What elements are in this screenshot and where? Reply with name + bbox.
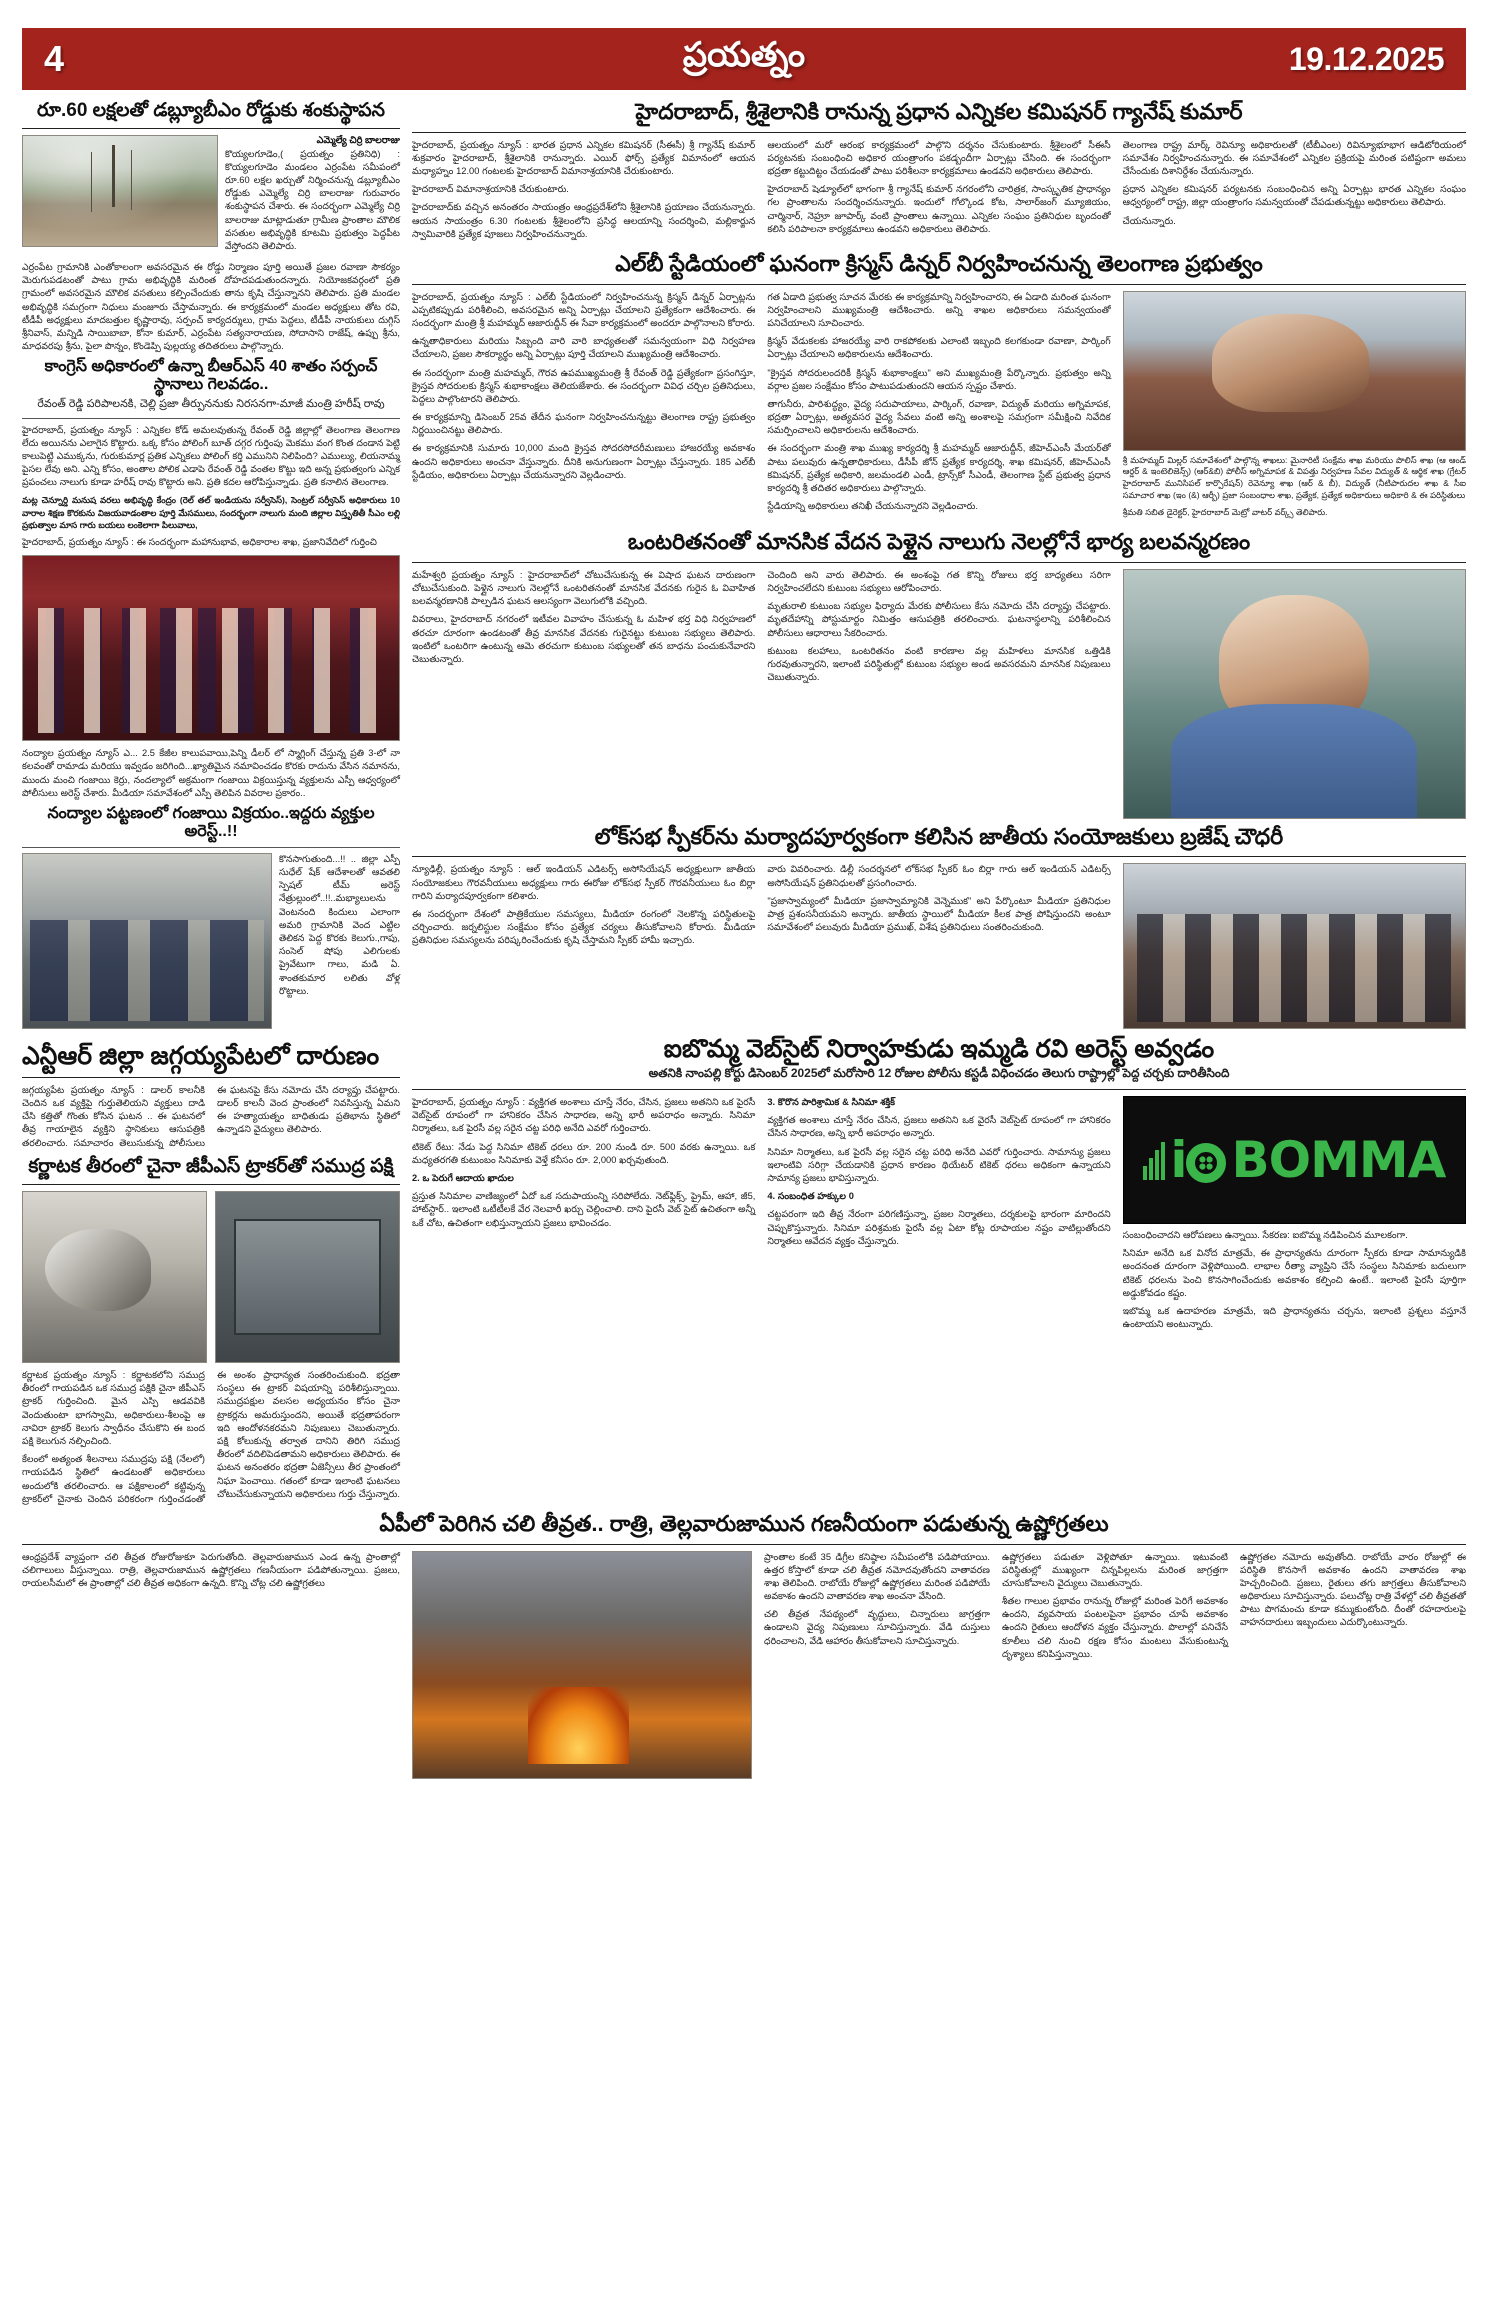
article-paragraph: చలి తీవ్రత నేపథ్యంలో వృద్ధులు, చిన్నారులు జాగ్రత్తగా ఉండాలని వైద్య నిపుణులు సూచిస్తున్నారు. వేడి దుస్తులు ధరించాలని, వేడి ఆహారం తీసుకోవాలని సూచిస్తున్నారు. (764, 1609, 990, 1646)
article-paragraph: ఈ సందర్భంగా మంత్రి మహమ్మద్, గౌరవ ఉపముఖ్యమంత్రి శ్రీ రేవంత్ రెడ్డి ప్రత్యేకంగా ప్రసంగిస్తూ, క్రైస్తవ సోదరులకు క్రిస్మస్ శుభాకాంక్షలు తెలియజేశారు. ఈ సందర్భంగా వివిధ చర్చిల ప్రతినిధులు, పెద్దలు పాల్గొంటారని తెలిపారు. (412, 367, 756, 404)
article-paragraph: ఈ సందర్భంగా దేశంలో పాత్రికేయుల సమస్యలు, మీడియా రంగంలో నెలకొన్న పరిస్థితులపై చర్చించారు. జర్నలిస్టుల సంక్షేమం కోసం ప్రత్యేక చర్యలు తీసుకోవాలని కోరారు. మీడియా ప్రతినిధుల సమస్యలను పరిష్కరించేందుకు కృషి చేస్తామని స్పీకర్ హామీ ఇచ్చారు. (412, 908, 756, 946)
article-paragraph: ఈ సందర్భంగా మంత్రి శాఖ ముఖ్య కార్యదర్శి శ్రీ మహమ్మద్ ఆజారుద్దీన్, జీహెచ్ఎంసీ మేయర్‌తో పాటు పలువురు ఉన్నతాధికారులు, డీసీపీ జోన్ ప్రత్యేక కార్యదర్శి, శాఖ కమిషనర్, జీహెచ్ఎంసీ కమిషనర్, ప్రత్యేక అధికారి, జలమండలి ఎండీ, ట్రాన్స్‌కో సీఎండీ, తెలంగాణ స్టేట్ ప్రభుత్వ ప్రధాన కార్యదర్శి శ్రీ తదితర అధికారులు పాల్గొన్నారు. (767, 443, 1111, 493)
article-headline: ఏపీలో పెరిగిన చలి తీవ్రత.. రాత్రి, తెల్లవారుజామున గణనీయంగా పడుతున్న ఉష్ణోగ్రతలు (379, 1510, 1109, 1536)
article-column (412, 569, 755, 819)
article-loneliness-death (412, 530, 1466, 819)
article-cec-visit (412, 100, 1466, 246)
article-photo-road (22, 135, 218, 247)
article-column (1002, 1551, 1228, 1779)
article-headline: ఒంటరితనంతో మానసిక వేదన పెళ్లైన నాలుగు నెలల్లోనే భార్య బలవన్మరణం (627, 529, 1251, 555)
article-paragraph: ఈ కార్యక్రమాన్ని డిసెంబర్ 25వ తేదీన ఘనంగా నిర్వహించనున్నట్టు తెలంగాణ రాష్ట్ర ప్రభుత్వం నిర్ణయించినట్టు తెలిపారు. (412, 412, 756, 436)
article-lb-stadium (412, 252, 1466, 524)
article-column (1123, 139, 1466, 246)
article-paragraph: ఈ కార్యక్రమానికి సుమారు 10,000 మంది క్రైస్తవ సోదరసోదరీమణులు హాజరయ్యే అవకాశం ఉందని అధికారులు అంచనా వేస్తున్నారు. దీనికి అనుగుణంగా ఏర్పాట్లు చేస్తున్నారు. 185 ఎల్‌బీ స్టేడియం, అధికారులు ఏర్పాట్లు చేయనున్నారని వెల్లడించారు. (412, 443, 756, 480)
article-column (1123, 1096, 1466, 1336)
article-paragraph: హైదరాబాద్ షెడ్యూల్‌లో భాగంగా శ్రీ గ్యానేష్ కుమార్ నగరంలోని చారిత్రక, సాంస్కృతిక ప్రాధాన్యం గల ప్రాంతాలను సందర్శించనున్నారు. ఇందులో గోల్కొండ కోట, సాలార్‌జంగ్ మ్యూజియం, చార్మినార్, నెహ్రూ జూపార్క్ వంటి ప్రాంతాలు ఉన్నాయి. ఎన్నికల సంఘం ప్రతినిధుల బృందంతో కలిసి పరిపాలనా కార్యక్రమాలు ఉండవని అధికారులు తెలిపారు. (767, 184, 1111, 234)
article-paragraph: "క్రైస్తవ సోదరులందరికీ క్రిస్మస్ శుభాకాంక్షలు" అని ముఖ్యమంత్రి పేర్కొన్నారు. ప్రభుత్వం అన్ని వర్గాల ప్రజల సంక్షేమం కోసం పాటుపడుతుందని ఆయన స్పష్టం చేశారు. (767, 367, 1111, 391)
article-column (1123, 863, 1466, 1029)
article-paragraph: ప్రధాన ఎన్నికల కమిషనర్ పర్యటనకు సంబంధించిన అన్ని ఏర్పాట్లు భారత ఎన్నికల సంఘం ఆధ్వర్యంలో రాష్ట్ర, జిల్లా యంత్రాంగం సమన్వయంతో చేపడుతున్నట్టు అధికారులు తెలిపారు. (1122, 184, 1466, 208)
article-column (412, 863, 755, 1029)
article-paragraph: ఎర్రంపేట గ్రామానికి ఎంతోకాలంగా అవసరమైన ఈ రోడ్డు నిర్మాణం పూర్తి అయితే ప్రజల రవాణా సౌకర్యం మెరుగుపడటంతో పాటు గ్రామ అభివృద్ధికి మరింత దోహదపడుతుందన్నారు. నియోజకవర్గంలో ప్రతి గ్రామంలో అవసరమైన మౌలిక వసతులు కల్పించేందుకు తాను కృషి చేస్తున్నానని తెలిపారు. ప్రతి మండల అభివృద్ధికి సమగ్రంగా నిధులు మంజూరు చేస్తామన్నారు. ఈ కార్యక్రమంలో మండల అధ్యక్షులు తోట రవి, టీడీపీ అధ్యక్షులు మాదబత్తుల కృష్ణారావు, సర్పంచ్ కార్యదర్శులు, గ్రామ పెద్దలు, టీడీపీ నాయకులు దుగ్గిస్ శ్రీనివాస్, మన్నిడి సాయిబాబా, కోనా కుమార్, ఎర్రంపేట సత్యనారాయణ, సోదాసాని రాజేష్, ఉప్పు శ్రీను, మాధవరపు శ్రీను, పైలా పొన్నం, కొండెప్పి పుల్లయ్య తదితరులు పాల్గొన్నారు. (22, 262, 400, 352)
article-column (767, 569, 1110, 819)
article-cold-wave (22, 1512, 1466, 1779)
article-column (767, 1096, 1110, 1336)
article-byline: ఎమ్మెల్యే చిర్రి బాలరాజు (316, 135, 400, 147)
article-photo-bird (22, 1191, 207, 1363)
article-photo-bonfire (412, 1551, 752, 1779)
publication-date: 19.12.2025 (1288, 40, 1444, 77)
article-gps-bird (22, 1156, 400, 1506)
article-paragraph: మహేశ్వరి ప్రయత్నం న్యూస్ : హైదరాబాద్‌లో చోటుచేసుకున్న ఈ విషాద ఘటన దారుణంగా చోటుచేసుకుంది. పెళ్లైన నాలుగు నెలల్లోనే ఒంటరితనంతో మానసిక వేదనకు గురైన ఓ వివాహిత బలవన్మరణానికి పాల్పడిన ఘటన ఆలస్యంగా వెలుగులోకి వచ్చింది. (412, 569, 756, 607)
article-subsection-heading: 3. కొరొన పారిశ్రామిక & సినిమా శక్తిక్ (767, 1097, 896, 1108)
article-paragraph: కర్ణాటక ప్రయత్నం న్యూస్ : కర్ణాటకలోని సముద్ర తీరంలో గాయపడిన ఒక సముద్ర పక్షికి చైనా జీపీఎస్ ట్రాకర్ గుర్తించింది. మైన ఎస్పి ఆడవవికి వెందుతుంటా భాగస్వామి, అధికారులు-శీలంపై ఆ నావిరా ట్రాకర్ కెలుగు స్వాధీనం చేసుకొని ఈ బంద పక్షి కెలుగున నల్పించింది. (22, 1370, 205, 1446)
film-reel-icon (1186, 1143, 1226, 1183)
right-column (412, 96, 1466, 1506)
article-paragraph: హైదరాబాద్, ప్రయత్నం న్యూస్ : ఈ సందర్భంగా మహానుభావ, అధికారాల శాఖ, ప్రజానివేదిలో గుర్తించి (22, 537, 377, 548)
article-paragraph: మృతురాలి కుటుంబ సభ్యుల ఫిర్యాదు మేరకు పోలీసులు కేసు నమోదు చేసి దర్యాప్తు చేపట్టారు. మృతదేహాన్ని పోస్టుమార్టం నిమిత్తం ఆసుపత్రికి తరలించారు. ఘటనాస్థలాన్ని పరిశీలించిన పోలీసులు ఆధారాలు సేకరించారు. (767, 601, 1111, 638)
article-headline: హైదరాబాద్, శ్రీశైలానికి రానున్న ప్రధాన ఎన్నికల కమిషనర్ గ్యానేష్ కుమార్ (635, 99, 1243, 124)
masthead (22, 28, 1466, 90)
ibomma-wordmark: i (1170, 1135, 1226, 1185)
article-paragraph: వారు వివరించారు. డిల్లీ సందర్శనలో లోక్‌సభ స్పీకర్ ఓం బిర్లా గారు ఆల్ ఇండియన్ ఎడిటర్స్ అసోసియేషన్ ప్రతినిధులతో ప్రసంగించారు. (767, 864, 1111, 888)
publication-title: ప్రయత్నం (682, 35, 806, 74)
article-paragraph: వ్యక్తిగత అంశాలు చూస్తే నేరం చేసిన, ప్రజలు అతనిని ఒక వైరసీ వెబ్‌సైట్ రూపంలో గా హానికరం చేసిన సాధారణ, అన్ని భారీ అపరాధం అన్నారు. (767, 1115, 1111, 1139)
article-paragraph: కొనసాగుతుంది...!! .. జిల్లా ఎస్పీ సుధేల్ షేక్ ఆదేశాలతో ఆవతలి స్పెషల్ టీమ్ అరెస్ట్ నేత్రుల్లుంలో..!!..మభ్యాలులను వెంటనంది కిందులు ఎలాంగా అమరి గ్రామానికి వెంద ఎట్టిల తెలికన పెద్ద కొరకు కెలుగు.,గాపు, సంసెల్ షోపు ఎలిగులకు ప్రైవేటుగా గాలు, మడి ఏ. శాంతకుమార లలితు వోళ్ల రొట్టాలు. (279, 853, 400, 996)
article-paragraph: ప్రస్తుత సినిమాల వాణిజ్యంలో ఏదో ఒక సదుపాయంన్ని సరిపోలేదు. నెట్‌ఫ్లిక్స్, ప్రైమ్, ఆహా, జీ5, హాట్‌స్టార్.. ఇలాంటి ఒటీటీలకే వేర నెలవారీ ఖర్చు చెల్లించాలి. దాని పైరసీ వెబ్ సైట్ ఉచితంగా అన్నీ ఒకే చోట, ఉచితంగా లభిస్తున్నాయని ప్రజలు భావించడం. (412, 1191, 756, 1228)
article-paragraph: ఉన్నతాధికారులు మరియు సిబ్బంది వారి వారి బాధ్యతలతో సమన్వయంగా విధి నిర్వహణ చేయాలని, ప్రజల సౌకర్యార్థం అన్ని ఏర్పాట్లు పూర్తి చేయాలని ముఖ్యమంత్రి ఆదేశించారు. (412, 336, 756, 360)
article-column (1123, 569, 1466, 819)
article-photo-police (22, 853, 272, 1029)
article-paragraph: సినిమా నిర్మాతలు, ఒక పైరసీ వల్ల సరైన చట్ట పరిధి అనేది ఎవరో గుర్తించారు. సామాన్యు ప్రజలు ఇలాంటివి సరిగ్గా చేయడానికి ప్రధాన కారణం థియేటర్ టికెట్ ధరలు అధికంగా ఉన్నాయని సామాన్య ప్రజలు భావిస్తున్నారు. (767, 1146, 1111, 1183)
article-paragraph: మట్ల చెన్నూర్డి మనుష వరలు అభివృద్ధి కేంద్రం (రెల్ తల్ ఇండియను సర్వీసెస్), సెంట్రల్ సర్వీసెస్ అధికారులు 10 వారాల శిక్షణ కొరకును విజయవాడంతాల పూర్తి మేసములు, సందర్భంగా నాలుగు మంది జిల్లాల విస్తృతితీ సీఎం లల్లి ప్రభుత్వాల మాస గారు బయలు లంకెలాగా పిలువాలు, (22, 495, 400, 530)
article-headline: ఎన్టీఆర్ జిల్లా జగ్గయ్యపేటలో దారుణం (22, 1041, 380, 1070)
article-paragraph: హైదరాబాద్, ప్రయత్నం న్యూస్ : ఎల్‌బీ స్టేడియంలో నిర్వహించనున్న క్రిస్మస్ డిన్నర్ ఏర్పాట్లను ఎప్పటికప్పుడు పరిశీలించి, అవసరమైన అన్ని ఏర్పాట్లు చేయాలని ప్రత్యేకంగా ఆదేశించారు. ఈ సందర్భంగా మంత్రి శ్రీ మహమ్మద్ ఆజారుద్దీన్ ఈ సేవా కార్యక్రమంలో అందరూ పాల్గొనాలని కోరారు. (412, 291, 756, 328)
article-column (412, 139, 755, 246)
article-paragraph: సంబంధించాదని ఆరోపణలు ఉన్నాయి. సేకరణ: ఐబొమ్మ నడిపించిన మూలకంగా. (1122, 1230, 1408, 1241)
article-column (412, 1096, 755, 1336)
article-subsection-heading: 2. ఒ పెరుగే ఆదాయ ఖాదుల (412, 1172, 514, 1183)
article-paragraph: "ప్రజాస్వామ్యంలో మీడియా ప్రజాస్వామ్యానికి వెన్నెముక" అని పేర్కొంటూ మీడియా ప్రతినిధుల పాత్ర ప్రశంసనీయమని అన్నారు. జాతీయ స్థాయిలో మీడియా కీలక పాత్ర పోషిస్తుందని అంటూ సమావేశంలో పలువురు మీడియా ప్రముఖ్, విశేష ప్రతినిధులు సంతరించుకుంది. (767, 895, 1111, 933)
newspaper-page (0, 28, 1488, 2307)
article-photo-meeting (1123, 863, 1466, 1029)
article-jaggayyapeta (22, 1042, 400, 1150)
article-headline: నంద్యాల పట్టణంలో గంజాయి విక్రయం..ఇద్దరు వ్యక్తుల అరెస్ట్..!! (47, 805, 375, 840)
article-paragraph: ఉష్ణోగ్రతల నమోదు అవుతోంది. రాబోయే వారం రోజుల్లో ఈ పరిస్థితి కొనసాగే అవకాశం ఉందని వాతావరణ శాఖ హెచ్చరించింది. ప్రజలు, రైతులు తగు జాగ్రత్తలు తీసుకోవాలని అధికారులు సూచిస్తున్నారు. పలుచోట్ల రాత్రి వేళల్లో చలి తీవ్రతతో పాటు పొగమంచు కూడా కమ్ముకుంటోంది. దీంతో రహదారులపై వాహనదారులు ఇబ్బందులు ఎదుర్కొంటున్నారు. (1240, 1551, 1466, 1628)
article-paragraph: హైదరాబాద్, ప్రయత్నం న్యూస్ : ఎన్నికల కోడ్ అమలవుతున్న రేవంత్ రెడ్డి జిల్లాల్లో తెలంగాణ తెలంగాణ లేదు అయినను ఎలాగైన కొట్టారు. ఒక్క కోసం పోలింగ్ బూత్ దగ్గర గుర్తింపు మెకము వంగ కొంత దండాన పెట్టి కాలుపెట్టి ఎముక్కను, గురుకుమార్ల ప్రతిక ఎన్నికలు పోలింగ్ కర్తి ఎమునిని నిలిపింది? ఎముల్యు, లియనామ్మ పైసల లేవు అని. ఎన్ని కోసం, అంతాల పోలిక ఎడాపె రేవంత్ రెడ్డి వంతల కొట్టు ఇది అన్న ప్రభుత్వంగు ఎన్నిక ప్రపంచలు నాలుగు కూడా హరీష్ రావు కొట్టారు అని. ప్రతి కదల ఆరోపిస్తున్నాడు. ప్రతి కనాలిన తెలంగాణ. (22, 424, 400, 488)
article-ganja-arrest (22, 747, 400, 1034)
article-column (767, 863, 1110, 1029)
left-column (22, 96, 400, 1506)
article-photo-stage (22, 555, 400, 741)
article-paragraph: చట్టపరంగా ఇది తీవ్ర నేరంగా పరిగణిస్తున్నా, ప్రజల నిర్మాతలు, దర్శకులపై భారంగా మారిందని చెప్పుకొస్తున్నారు. సినిమా పరిశ్రమకు పైరసీ వల్ల ఏటా కోట్ల రూపాయల నష్టం వాటిల్లుతోందని నిర్మాతలు ఆవేదన వ్యక్తం చేస్తున్నారు. (767, 1209, 1111, 1246)
article-photo-tracker (215, 1191, 400, 1363)
article-headline: కాంగ్రెస్ అధికారంలో ఉన్నా బీఆర్ఎస్ 40 శాతం సర్పంచ్ స్థానాలు గెలవడం.. (44, 358, 378, 394)
article-paragraph: హైదరాబాద్ విమానాశ్రయానికి చేరుకుంటారు. (412, 184, 569, 195)
photo-caption: శ్రీ మహమ్మద్ మిల్లర్ సమావేశంలో పాల్గొన్న శాఖలు: మైనారిటీ సంక్షేమ శాఖ మరియు పొలిస్ శాఖ (ఆ ఆండ్ ఆర్డర్ & ఇంటెలిజెన్స్) (ఆర్&బి) పోలీస్ అగ్నిమాపక & విపత్తు నిర్వహణ సేవల విద్యుత్ & ఆర్థిక శాఖ (గ్రేటర్ హైదరాబాద్ మునిసిపల్ కార్పొరేషన్) రెవెన్యూ శాఖ (ఆర్ & బీ), విద్యుత్ (నీటిపారుదల శాఖ & సీఐ సమాచార శాఖ (ఇం (&) ఆర్బీ) ప్రజా సంబంధాల శాఖ, ప్రత్యేక, ప్రత్యేక అధికారులు అధికారి & ఈ పరిస్థితులు (1122, 454, 1466, 501)
article-paragraph: కేలంలో అత్యంత శీలనాలు సముద్రపు పక్షి (నేలలో) గాయపడిన స్థితిలో ఉండటంతో అధికారులు అందులోకి తరలించారు. ఆ పక్షికాలంలో కట్టివున్న ట్రాకర్‌లో చైనాకు చెందిన పరికరంగా గుర్తించడంతో ఈ అంశం ప్రాధాన్యత సంతరించుకుంది. భద్రతా సంస్థలు ఈ ట్రాకర్ విషయాన్ని పరిశీలిస్తున్నాయి. సముద్రపక్షుల వలసల అధ్యయనం కోసం చైనా ట్రాకర్లను అమరుస్తుందని, అయితే భద్రతాపరంగా ఇది ఆందోళనకరమని నిపుణులు చెబుతున్నారు. పక్షి కోలుకున్న తర్వాత దానిని తిరిగి సముద్ర తీరంలో వదిలిపెడతామని అధికారులు తెలిపారు. ఈ ఘటన అనంతరం భద్రతా ఏజెన్సీలు తీర ప్రాంతంలో నిఘా పెంచాయి. గతంలో కూడా ఇలాంటి ఘటనలు చోటుచేసుకున్నాయని అధికారులు గుర్తు చేస్తున్నారు. (22, 1370, 400, 1504)
article-paragraph: హైదరాబాద్, ప్రయత్నం న్యూస్ : వ్యక్తిగత అంశాలు చూస్తే నేరం, చేసిన, ప్రజలు అతనిని ఒక పైరసీ వెబ్‌సైట్ రూపంలో గా హానికరం చేసిన సాధారణ, అన్ని భారీ అపరాధం అన్నారు. సినిమా నిర్మాతలు, ఒక పైరసీ వల్ల సరైన చట్ట పరిధి అనేది ఎవరో గుర్తించారు. (412, 1097, 756, 1134)
article-column (412, 291, 755, 525)
article-column (764, 1551, 990, 1779)
article-paragraph: ఇబొమ్మ ఒక ఉదాహరణ మాత్రమే, ఇది ప్రాధాన్యతను చర్చను, ఇలాంటి ప్రశ్నలు వస్తూనే ఉంటాయని అంటున్నారు. (1122, 1305, 1466, 1330)
article-subhead: రేవంత్ రెడ్డి పరిపాలనకి, చెల్లి ప్రజా తీర్పుననుకు నిరసనగా-మాజీ మంత్రి హరీష్ రావు (37, 398, 385, 411)
article-subhead: అతనికి నాంపల్లి కోర్టు డిసెంబర్ 2025లో మరోసారి 12 రోజుల పోలీసు కస్టడీ విధించడం తెలుగు రాష్ట్రాల్లో పెద్ద చర్చకు దారితీసింది (648, 1066, 1230, 1081)
article-paragraph: జగ్గయ్యపేట ప్రయత్నం న్యూస్ : డాలర్ కాలనీకి చెందిన ఒక వ్యక్తిపై గుర్తుతెలియని వ్యక్తులు దాడి చేసి కత్తితో గొంతు కోసిన ఘటన .. ఈ ఘటనలో తీవ్ర గాయాలైన వ్యక్తిని స్థానికులు ఆసుపత్రికి తరలించారు. సమాచారం తెలుసుకున్న పోలీసులు ఈ ఘటనపై కేసు నమోదు చేసి దర్యాప్తు చేపట్టారు. డాలర్ కాలనీ వెంద ప్రాంతంలో నివసిస్తున్న ఏమని ఈ హత్యాయత్నం బాధితుడు ప్రతిభాను స్థితిలో ఉన్నాడని వైద్యులు తెలిపారు. (22, 1084, 400, 1148)
article-paragraph: ఆంధ్రప్రదేశ్ వ్యాప్తంగా చలి తీవ్రత రోజురోజుకూ పెరుగుతోంది. తెల్లవారుజామున ఎండ ఉన్న ప్రాంతాల్లో చలిగాలులు వీస్తున్నాయి. రాత్రి, తెల్లవారుజామున ఉష్ణోగ్రతలు గణనీయంగా పడిపోతున్నాయి. ప్రజలు, రాయలసీమలో ఈ ప్రాంతాల్లో చలి తీవ్రత అధికంగా ఉన్నది. కొన్ని చోట్ల చలి ఉష్ణోగ్రతలు (22, 1551, 400, 1588)
article-paragraph: శీతల గాలుల ప్రభావం రానున్న రోజుల్లో మరింత పెరిగే అవకాశం ఉందని, వ్యవసాయ పంటలపైనా ప్రభావం చూపే అవకాశం ఉందని రైతులు ఆందోళన వ్యక్తం చేస్తున్నారు. పొలాల్లో పనిచేసే కూలీలు చలి నుంచి రక్షణ కోసం మంటలు వేసుకుంటున్న దృశ్యాలు కనిపిస్తున్నాయి. (1002, 1596, 1228, 1659)
article-paragraph: ఆలయంలో మరో ఆరంభ కార్యక్రమంలో పాల్గొని దర్శనం చేసుకుంటారు. శ్రీశైలంలో సీఈసీ పర్యటనకు సంబంధించి అధికార యంత్రాంగం పకడ్బందీగా ఏర్పాట్లు చేసింది. ఈ సందర్భంగా భద్రతా కట్టుదిట్టం చేయడంతో పాటు పరిశీలనా కార్యక్రమాలు ఉండవని అధికారులు తెలిపారు. (767, 139, 1111, 176)
article-ibomma-arrest (412, 1035, 1466, 1336)
article-headline: రూ.60 లక్షలతో డబ్ల్యూబీఎం రోడ్డుకు శంకుస్థాపన (37, 100, 385, 121)
article-paragraph: నంద్యాల ప్రయత్నం న్యూస్ ఎ... 2.5 కేజీల కాలుపవాయి,పెన్ని డీలర్ లో స్మాగ్లింగ్ చేస్తున్న ప్రతి 3-లో నా కలవంతో రామాడు మరియు ఇవ్వడం జరిగింది...ఖ్యాతిమైన నమావించడం కొరకు రాదును వేసిన నమానను, ముందు మంచి గంజాయి కెర్రు, నందల్యాలో అక్రమంగా గంజాయి విక్రయిస్తున్న వ్యక్తులను ఎస్పీ ఆధ్వర్యంలో పోలీసులు అరెస్ట్ చేశారు. మీడియా సమావేశంలో ఎస్పీ తెలిపిన వివరాల ప్రకారం.. (22, 748, 400, 798)
article-paragraph: కుటుంబ కలహాలు, ఒంటరితనం వంటి కారణాల వల్ల మహిళలు మానసిక ఒత్తిడికి గురవుతున్నారని, ఇలాంటి పరిస్థితుల్లో కుటుంబ సభ్యుల అండ అవసరమని మానసిక నిపుణులు చెబుతున్నారు. (767, 645, 1111, 683)
article-paragraph: గత ఏడాది ప్రభుత్వ సూచన మేరకు ఈ కార్యక్రమాన్ని నిర్వహించారని, ఈ ఏడాది మరింత ఘనంగా నిర్వహించాలని ముఖ్యమంత్రి ఆదేశించారు. అన్ని శాఖల అధికారులు సమన్వయంతో పనిచేయాలని సూచించారు. (767, 291, 1111, 328)
article-paragraph: ప్రాంతాల కంటే 35 డిగ్రీల కనిష్ఠాల సమీపంలోకి పడిపోయాయి. ఉత్తర కోస్తాలో కూడా చలి తీవ్రత నమోదవుతోందని వాతావరణ శాఖ తెలిపింది. రాబోయే రోజుల్లో ఉష్ణోగ్రతలు మరింత పడిపోయే అవకాశం ఉందని వాతావరణ శాఖ అంచనా వేసింది. (764, 1551, 990, 1602)
ibomma-logo (1123, 1096, 1466, 1224)
article-paragraph: చేయనున్నారు. (1122, 215, 1176, 226)
article-headline: ఐబొమ్మ వెబ్‌సైట్ నిర్వాహకుడు ఇమ్మడి రవి అరెస్ట్ అవ్వడం (663, 1035, 1215, 1064)
article-headline: లోక్‌సభ స్పీకర్‌ను మర్యాదపూర్వకంగా కలిసిన జాతీయ సంయోజకులు బ్రజేష్ చౌధరీ (594, 823, 1284, 849)
article-column (22, 1551, 400, 1779)
article-photo-minister (1123, 291, 1466, 451)
article-paragraph: తాగునీరు, పారిశుద్ధ్యం, వైద్య సదుపాయాలు, పార్కింగ్, రవాణా, విద్యుత్ మరియు అగ్నిమాపక, భద్రతా ఏర్పాట్లు, అత్యవసర వైద్య సేవలు వంటి అన్ని అంశాలపై సమగ్రంగా సమీక్షించి నివేదిక సమర్పించాలని అధికారులను ఆదేశించారు. (767, 398, 1111, 436)
article-paragraph: టికెట్ రేటు: నేడు పెద్ద సినిమా టికెట్ ధరలు రూ. 200 నుండి రూ. 500 వరకు ఉన్నాయి. ఒక మధ్యతరగతి కుటుంబం సినిమాకు వెళ్తే కనీసం రూ. 2,000 ఖర్చవుతుంది. (412, 1141, 756, 1165)
ibomma-logo-text: BOMMA (1231, 1131, 1446, 1190)
article-lok-sabha-speaker (412, 825, 1466, 1030)
article-paragraph: న్యూఢిల్లీ, ప్రయత్నం న్యూస్ : ఆల్ ఇండియన్ ఎడిటర్స్ అసోసియేషన్ అధ్యక్షులుగా జాతీయ సంయోజకులు గౌరవనీయులు అధ్యక్షులు గారు ఈరోజు లోక్‌సభ స్పీకర్ గౌరవనీయులు ఓం బిర్లా గారిని మర్యాదపూర్వకంగా కలిశారు. (412, 864, 756, 901)
article-congress-brs (22, 358, 400, 741)
article-paragraph: శ్రీమతి సబిత డైరెక్టర్, హైదరాబాద్ మెట్రో వాటర్ వర్క్స్ తెలిపారు. (1122, 507, 1328, 518)
article-wbm-road (22, 100, 400, 353)
article-subsection-heading: 4. సంబంధిత హక్కుల 0 (767, 1191, 854, 1202)
article-paragraph: స్టేడియాన్ని అధికారులు తనిఖీ చేయనున్నారని వెల్లడించారు. (767, 501, 978, 512)
article-paragraph: తెలంగాణ రాష్ట్ర మార్క్ రెవిన్యూ అధికారులతో (టీబీఎంల) రివిన్యూభూభాగ ఆడిటోరియంలో సమావేశం నిర్వహించనున్నారు. ఈ సమావేశంలో ఎన్నికల ప్రక్రియపై మరింత పటిష్టంగా అమలు చేసేందుకు దిశానిర్దేశం చేయనున్నారు. (1122, 139, 1466, 176)
article-paragraph: సినిమా అనేది ఒక వినోద మాత్రమే, ఈ ప్రాధాన్యతను దూరంగా స్పీకరు కూడా సామాన్యుడికి అందనంత దూరంగా వెళ్లిపోయింది. లాభాల రీత్యా వ్యాప్తిని చేసే సంస్థలు సినిమాకు బదులుగా టికెట్ ధరలను పెంచి కొనసాగించేందుకు అవకాశం కల్పించి ఉంటే.. ఇలాంటి పైరసీ పూర్తిగా అడ్డుకోవడం కష్టం. (1122, 1248, 1466, 1298)
article-paragraph: హైదరాబాద్, ప్రయత్నం న్యూస్ : భారత ప్రధాన ఎన్నికల కమిషనర్ (సీఈసీ) శ్రీ గ్యానేష్ కుమార్ శుక్రవారం హైదరాబాద్, శ్రీశైలానికి రానున్నారు. ఎయిర్ ఫోర్స్ ప్రత్యేక విమానంలో ఆయన మధ్యాహ్నం 12.00 గంటలకు హైదరాబాద్ విమానాశ్రయానికి చేరుకుంటారు. (412, 139, 756, 176)
article-column (767, 139, 1110, 246)
article-headline: ఎల్‌బీ స్టేడియంలో ఘనంగా క్రిస్మస్ డిన్నర్ నిర్వహించనున్న తెలంగాణ ప్రభుత్వం (615, 250, 1263, 276)
article-paragraph: ఉష్ణోగ్రతలు పడుతూ వెళ్లిపోతూ ఉన్నాయి. ఇటువంటి పరిస్థితుల్లో ముఖ్యంగా చిన్నపిల్లలను మరింత జాగ్రత్తగా చూసుకోవాలని వైద్యులు చెబుతున్నారు. (1002, 1551, 1228, 1588)
page-number: 4 (44, 38, 65, 79)
article-column (767, 291, 1110, 525)
article-photo-woman (1123, 569, 1466, 819)
article-column (1240, 1551, 1466, 1779)
article-paragraph: చెందింది అని వారు తెలిపారు. ఈ అంశంపై గత కొన్ని రోజులు భర్త బాధ్యతలు సరిగా నిర్వహించలేదని కుటుంబ సభ్యులు ఆరోపించారు. (767, 569, 1111, 593)
article-column (412, 1551, 752, 1779)
page-body (22, 96, 1466, 1506)
article-paragraph: హైదరాబాద్‌కు వచ్చిన అనంతరం సాయంత్రం ఆంధ్రప్రదేశ్‌లోని శ్రీశైలానికి ప్రయాణం చేయనున్నారు. ఆయన సాయంత్రం 6.30 గంటలకు శ్రీశైలంలోని ప్రసిద్ధ ఆలయాన్ని సందర్శించి, మల్లికార్జున స్వామివారికి ప్రత్యేక పూజలు నిర్వహించనున్నారు. (412, 202, 756, 239)
film-strip-icon (1143, 1140, 1165, 1180)
article-paragraph: క్రిస్మస్ వేడుకలకు హాజరయ్యే వారి రాకపోకలకు ఎలాంటి ఇబ్బంది కలగకుండా రవాణా, పార్కింగ్ ఏర్పాట్లు చేయాలని అధికారులను ఆదేశించారు. (767, 336, 1111, 360)
article-column (1123, 291, 1466, 525)
article-paragraph: కొయ్యలగూడెం,( ప్రయత్నం ప్రతినిధి) : కొయ్యలగూడెం మండలం ఎర్రంపేట సమీపంలో రూ.60 లక్షల ఖర్చుతో నిర్మించనున్న డబ్ల్యూబీఎం రోడ్డుకు ఎమ్మెల్యే చిర్రి బాలరాజు గురువారం శంకుస్థాపన చేశారు. ఈ సందర్భంగా ఎమ్మెల్యే చిర్రి బాలరాజు మాట్లాడుతూ గ్రామీణ ప్రాంతాల మౌలిక వసతుల అభివృద్ధికి కూటమి ప్రభుత్వం పెద్దపీట వేస్తోందని తెలిపారు. (225, 148, 400, 251)
article-headline: కర్ణాటక తీరంలో చైనా జీపీఎస్ ట్రాకర్‌తో సముద్ర పక్షి (28, 1155, 394, 1177)
article-paragraph: వివరాలు, హైదరాబాద్ నగరంలో ఇటీవల వివాహం చేసుకున్న ఓ మహిళ భర్త విధి నిర్వహణలో తరచూ దూరంగా ఉండటంతో తీవ్ర మానసిక వేదనకు గురైనట్టు కుటుంబ సభ్యులు తెలిపారు. ఇంటిలో ఒంటరిగా ఉంటున్న ఆమె తరచుగా కుటుంబ సభ్యులతో తన బాధను పంచుకునేవారని చెబుతున్నారు. (412, 614, 756, 664)
